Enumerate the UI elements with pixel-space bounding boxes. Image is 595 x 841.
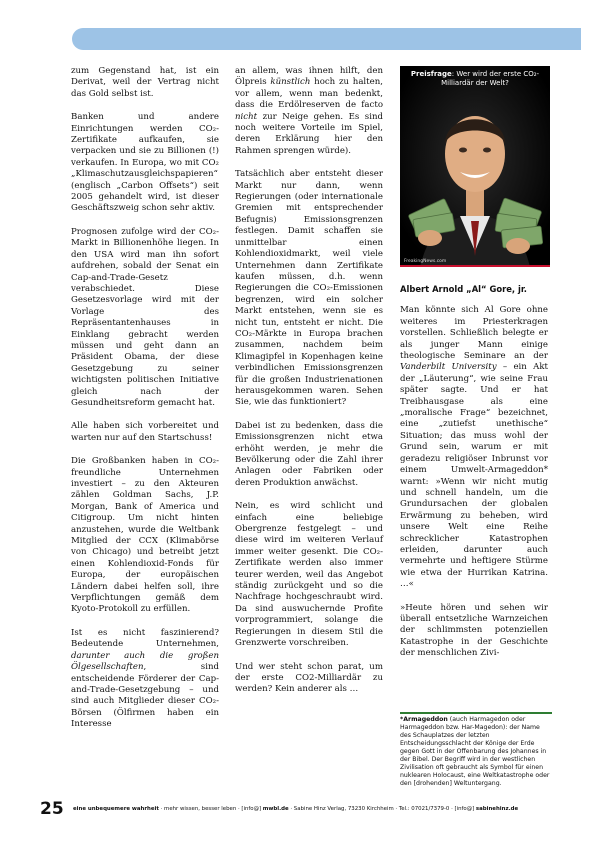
column-1 — [71, 66, 219, 743]
column-3 — [400, 284, 548, 672]
paragraph: Ist es nicht faszinierend? Bedeutende Unternehmen, darunter auch die großen Ölgesellschaften, sind entscheidende Förderer der Cap-and-Trade-Gesetzgebung – und sind auch Mitglieder dieser CO₂-Börsen (Ölfirmen haben ein Interesse — [71, 627, 219, 730]
column-2 — [235, 66, 383, 708]
paragraph: zum Gegenstand hat, ist ein Derivat, weil der Vertrag nicht das Gold selbst ist. — [71, 66, 219, 99]
portrait-holding-cash-icon — [400, 66, 550, 267]
footer-text: eine unbequemere wahrheit · mehr wissen, besser leben · [info@] mwbl.de · Sabine Hinz Verlag, 73230 Kirchheim · Tel.: 07021/7379-0 · [info@] sabinehinz.de — [73, 806, 519, 812]
photo-portrait — [400, 66, 550, 267]
paragraph: Dabei ist zu bedenken, dass die Emissionsgrenzen nicht etwa erhöht werden, je mehr die Bevölkerung oder die Zahl ihrer Anlagen oder Fabriken oder deren Produktion anwächst. — [235, 420, 383, 488]
paragraph: Alle haben sich vorbereitet und warten nur auf den Startschuss! — [71, 421, 219, 443]
footer-link-sabinehinz[interactable]: sabinehinz.de — [475, 806, 519, 812]
footnote: *Armageddon (auch Harmagedon oder Harmageddon bzw. Har-Magedon): der Name des Schauplatzes der letzten Entscheidungsschlacht der Könige der Erde gegen Gott in der Offenbarung des Johannes in der Bibel. Der Begriff wird in der westlichen Zivilisation oft gebraucht als Symbol für einen nuklearen Holocaust, eine Weltkatastrophe oder den [drohenden] Weltuntergang. — [400, 712, 552, 788]
footer-link-mwbl[interactable]: mwbl.de — [262, 806, 289, 812]
page-number: 25 — [40, 799, 64, 819]
paragraph: Nein, es wird schlicht und einfach eine beliebige Obergrenze festgelegt – und diese wird im weiteren Verlauf immer weiter gesenkt. Die CO₂-Zertifikate werden also immer teurer werden, weil das Angebot ständig zurückgeht und so die Nachfrage hochgeschraubt wird. Da sind auswuchernde Profite vorprogrammiert, solange die Regierungen in diesem Stil die Grenzwerte vorschreiben. — [235, 501, 383, 649]
photo-caption: Preisfrage: Wer wird der erste CO₂-Milliardär der Welt? — [410, 70, 540, 87]
paragraph: Man könnte sich Al Gore ohne weiteres im Priesterkragen vorstellen. Schließlich belegte er als junger Mann einige theologische Seminare an der Vanderbilt University – ein Akt der „Läuterung“, wie seine Frau später sagte. Und er hat Treibhausgase als eine „moralische Frage“ bezeichnet, eine „zutiefst unethische“ Situation; das muss wohl der Grund sein, warum er mit geradezu religiöser Inbrunst vor einem Umwelt-Armageddon* warnt: »Wenn wir nicht mutig und schnell handeln, um die Grundursachen der globalen Erwärmung zu beheben, wird unsere Welt eine Reihe schrecklicher Katastrophen erleiden, darunter auch vermehrte und heftigere Stürme wie etwa der Hurrikan Katrina. …« — [400, 305, 548, 590]
paragraph: Banken und andere Einrichtungen werden CO₂-Zertifikate aufkaufen, sie verpacken und sie zu Billionen (!) verkaufen. In Europa, wo mit CO₂ „Klimaschutzausgleichspapieren“ (englisch „Carbon Offsets“) seit 2005 gehandelt wird, ist dieser Geschäftszweig schon sehr aktiv. — [71, 112, 219, 214]
paragraph: Und wer steht schon parat, um der erste CO2-Milliardär zu werden? Kein anderer als … — [235, 661, 383, 695]
header-bar — [72, 28, 581, 50]
paragraph: Tatsächlich aber entsteht dieser Markt nur dann, wenn Regierungen (oder internationale Gremien mit entsprechender Befugnis) Emissionsgrenzen festlegen. Damit schaffen sie unmittelbar einen Kohlendioxidmarkt, weil viele Unternehmen dann Zertifikate kaufen müssen, d.h. wenn Regierungen die CO₂-Emissionen begrenzen, wird ein solcher Markt entstehen, wenn sie es nicht tun, entsteht er nicht. Die CO₂-Märkte in Europa brachen zusammen, nachdem beim Klimagipfel in Kopenhagen keine verbindlichen Emissionsgrenzen für die großen Industrienationen herausgekommen waren. Sehen Sie, wie das funktioniert? — [235, 169, 383, 408]
photo-red-rule — [400, 265, 550, 267]
paragraph: »Heute hören und sehen wir überall entsetzliche Warnzeichen der schlimmsten potenziellen Katastrophe in der Geschichte der menschlichen Zivi- — [400, 602, 548, 659]
photo-credit: FreakingNews.com — [404, 259, 447, 264]
paragraph: Prognosen zufolge wird der CO₂-Markt in Billionenhöhe liegen. In den USA wird man ihn sofort aufdrehen, sobald der Senat ein Cap-and-Trade-Gesetz verabschiedet. Diese Gesetzesvorlage wird mit der Vorlage des Repräsentantenhauses in Einklang gebracht werden müssen und geht dann an Präsident Obama, der diese Gesetzgebung zu seiner wichtigsten politischen Initiative gleich nach der Gesundheitsreform gemacht hat. — [71, 226, 219, 408]
paragraph: an allem, was ihnen hilft, den Ölpreis künstlich hoch zu halten, vor allem, wenn man bedenkt, dass die Erdölreserven de facto nicht zur Neige gehen. Es sind noch weitere Vorteile im Spiel, deren Erklärung hier den Rahmen sprengen würde). — [235, 66, 383, 156]
section-heading: Albert Arnold „Al“ Gore, jr. — [400, 284, 527, 294]
paragraph: Die Großbanken haben in CO₂-freundliche Unternehmen investiert – zu den Akteuren zählen Goldman Sachs, J.P. Morgan, Bank of America und Citigroup. Um nicht hinten anzustehen, wurde die Weltbank Mitglied der CCX (Klimabörse von Chicago) und betreibt jetzt einen Kohlendioxid-Fonds für Europa, der europäischen Ländern dabei helfen soll, ihre Verpflichtungen gemäß dem Kyoto-Protokoll zu erfüllen. — [71, 456, 219, 615]
